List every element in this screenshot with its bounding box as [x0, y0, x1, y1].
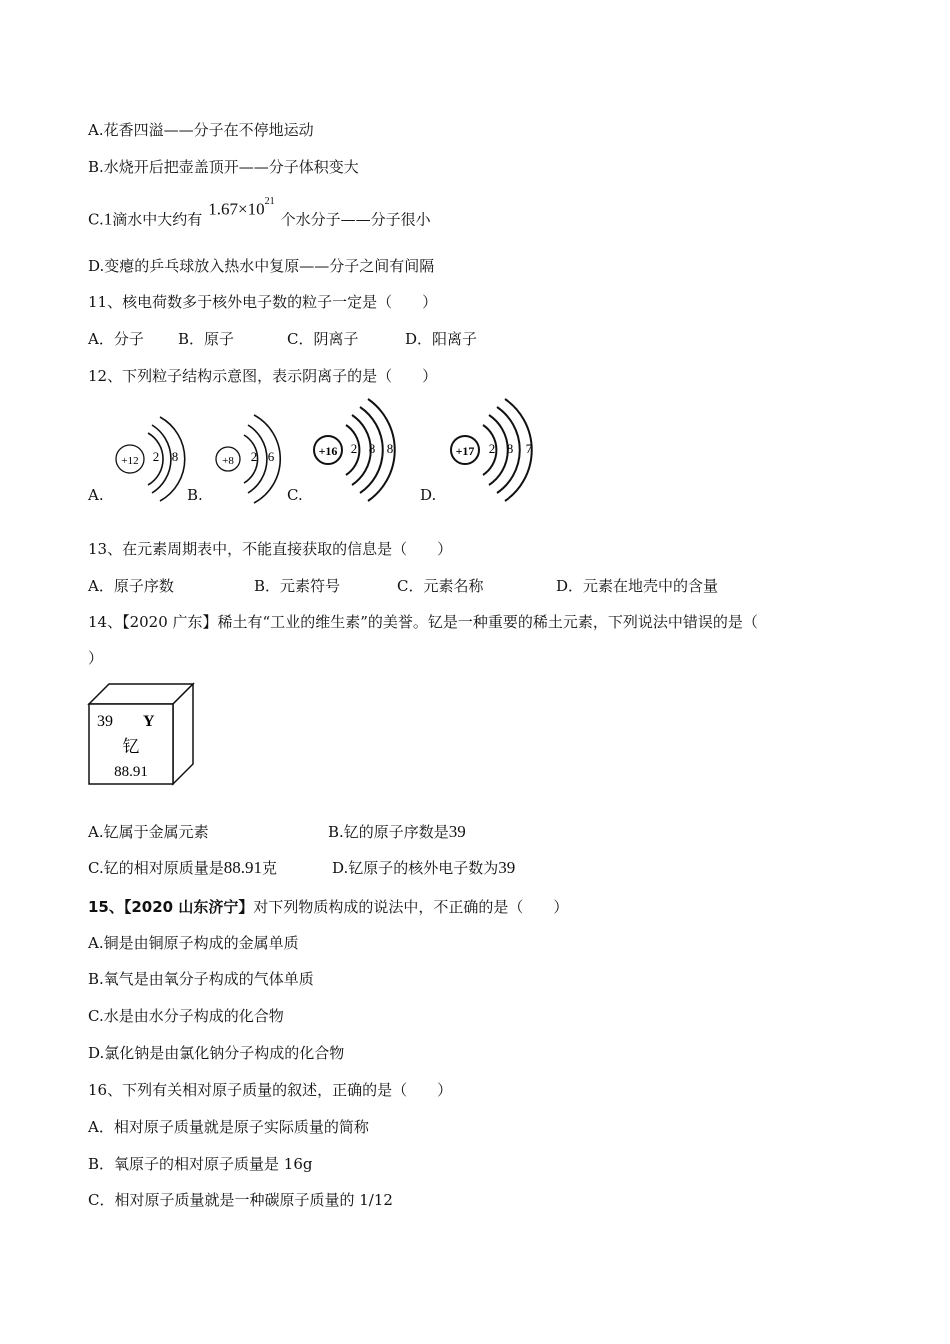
- q11-stem: 11、核电荷数多于核外电子数的粒子一定是（ ）: [88, 293, 438, 311]
- element-atomic-number: 39: [97, 713, 113, 730]
- q14-number: 14、: [88, 613, 123, 631]
- q10-c-prefix: C.: [88, 210, 104, 229]
- q14-b-num: 39: [448, 822, 466, 841]
- q11-option-d: D．阳离子: [405, 330, 478, 348]
- q14-option-a: A.钇属于金属元素: [88, 823, 209, 841]
- element-atomic-mass: 88.91: [114, 764, 148, 780]
- q10-option-c: [88, 196, 431, 230]
- q11-option-a: A．分子: [88, 330, 144, 348]
- q14-b-text: B.钇的原子序数是: [328, 823, 449, 841]
- nucleus-label-c: +16: [318, 444, 338, 458]
- q10-c-num: 1: [103, 209, 113, 229]
- q12-label-c: C.: [287, 486, 303, 504]
- shell-1-label-d: 2: [488, 441, 496, 456]
- q13-option-d: D．元素在地壳中的含量: [556, 577, 719, 595]
- q14-option-d: [332, 858, 515, 878]
- q14-d-text: D.钇原子的核外电子数为: [332, 859, 499, 877]
- nucleus-label-d: +17: [455, 444, 475, 458]
- q16-option-b: B．氧原子的相对原子质量是 16g: [88, 1155, 313, 1173]
- q15-stem: [88, 897, 568, 917]
- q15-option-d: D.氯化钠是由氯化钠分子构成的化合物: [88, 1044, 345, 1062]
- atom-diagram-c: [314, 399, 395, 501]
- atom-diagram-d: [451, 399, 533, 501]
- q10-c-sci-exp: 21: [264, 196, 275, 207]
- q14-c-text: C.钇的相对原质量是: [88, 859, 224, 877]
- q12-label-a: A.: [88, 486, 104, 504]
- shell-2-label-d: 8: [506, 441, 514, 456]
- q14-c-unit: 克: [261, 859, 277, 877]
- q16-option-c: C．相对原子质量就是一种碳原子质量的 1/12: [88, 1191, 393, 1209]
- shell-1-label-a: 2: [152, 449, 160, 464]
- q14-option-b: [328, 822, 466, 842]
- q10-c-suffix: 个水分子——分子很小: [280, 210, 431, 229]
- q14-close-paren: ）: [88, 649, 104, 667]
- shell-2-label-a: 8: [171, 449, 179, 464]
- nucleus-label-b: +8: [222, 455, 234, 467]
- q15-number: 15、: [88, 898, 124, 916]
- q14-tag: 【2020 广东】: [122, 613, 218, 631]
- q11-option-b: B．原子: [178, 330, 235, 348]
- q14-d-num: 39: [498, 858, 516, 877]
- q15-tag: 【2020 山东济宁】: [123, 898, 254, 916]
- q12-diagrams: [0, 395, 950, 505]
- q14-stem: [88, 612, 758, 632]
- q14-option-c: [88, 858, 277, 878]
- q10-c-sci-base: 1.67×10: [208, 199, 265, 219]
- q13-option-b: B．元素符号: [254, 577, 341, 595]
- shell-3-label-d: 7: [525, 441, 533, 456]
- q15-option-a: A.铜是由铜原子构成的金属单质: [88, 934, 299, 952]
- q15-option-b: B.氧气是由氧分子构成的气体单质: [88, 970, 314, 988]
- q13-stem: 13、在元素周期表中，不能直接获取的信息是（ ）: [88, 540, 453, 558]
- element-name: 钇: [122, 737, 140, 756]
- element-card: [85, 682, 200, 788]
- atom-diagram-a: [116, 417, 185, 501]
- q12-label-b: B.: [187, 486, 203, 504]
- q10-c-scientific: [208, 196, 274, 220]
- q12-label-d: D.: [420, 486, 437, 504]
- q15-text: 对下列物质构成的说法中，不正确的是（ ）: [253, 898, 569, 916]
- shell-2-label-b: 6: [267, 449, 275, 464]
- q13-option-c: C．元素名称: [397, 577, 484, 595]
- q10-option-a: A.花香四溢——分子在不停地运动: [88, 121, 314, 139]
- q13-option-a: A．原子序数: [88, 577, 174, 595]
- shell-1-label-c: 2: [350, 441, 358, 456]
- q15-option-c: C.水是由水分子构成的化合物: [88, 1007, 284, 1025]
- shell-1-label-b: 2: [250, 449, 258, 464]
- shell-3-label-c: 8: [386, 441, 394, 456]
- shell-2-label-c: 8: [368, 441, 376, 456]
- q16-stem: 16、下列有关相对原子质量的叙述，正确的是（ ）: [88, 1081, 453, 1099]
- q11-option-c: C．阴离子: [287, 330, 359, 348]
- q10-c-mid: 滴水中大约有: [112, 210, 203, 229]
- nucleus-label-a: +12: [121, 455, 139, 467]
- q10-option-b: B.水烧开后把壶盖顶开——分子体积变大: [88, 158, 359, 176]
- q14-c-num: 88.91: [223, 858, 262, 877]
- q10-option-d: D.变瘪的乒乓球放入热水中复原——分子之间有间隔: [88, 257, 435, 275]
- q16-option-a: A．相对原子质量就是原子实际质量的简称: [88, 1118, 369, 1136]
- q12-stem: 12、下列粒子结构示意图，表示阴离子的是（ ）: [88, 367, 438, 385]
- q14-text: 稀土有“工业的维生素”的美誉。钇是一种重要的稀土元素，下列说法中错误的是（: [217, 613, 758, 631]
- atom-diagram-b: [216, 415, 280, 503]
- element-symbol: Y: [143, 713, 155, 730]
